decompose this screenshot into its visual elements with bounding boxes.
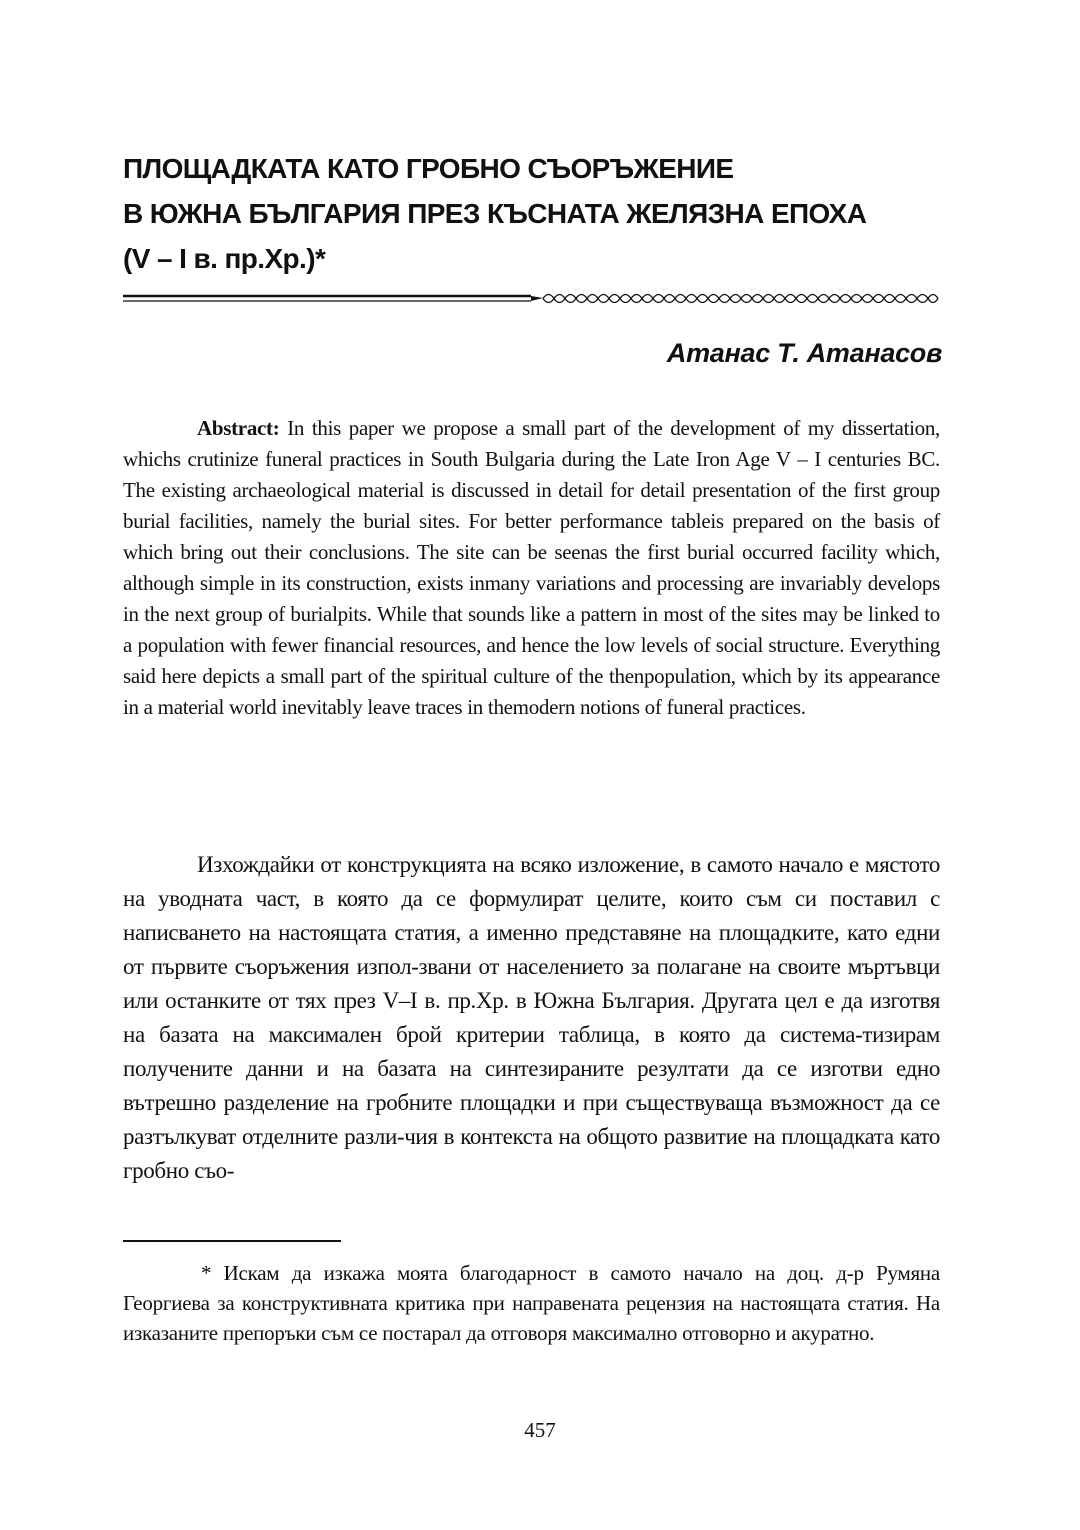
title-divider-ornament [123,288,943,308]
abstract-paragraph [123,413,940,723]
footnote-separator [123,1240,341,1242]
abstract-label: Abstract: [197,416,280,440]
abstract-text: In this paper we propose a small part of the development of my dissertation, whichs crutinize funeral practices in South Bulgaria during the Late Iron Age V – I centuries BC. The existing archaeological material is discussed in detail for detail presentation of the first group burial facilities, namely the burial sites. For better performance tableis prepared on the basis of which bring out their conclusions. The site can be seenas the first burial occurred facility which, although simple in its construction, exists inmany variations and processing are invariably develops in the next group of burialpits. While that sounds like a pattern in most of the sites may be linked to a population with fewer financial resources, and hence the low levels of social structure. Everything said here depicts a small part of the spiritual culture of the thenpopulation, which by its appearance in a material world inevitably leave traces in themodern notions of funeral practices. [123,416,940,719]
article-title [123,146,953,281]
footnote-text: * Искам да изкажа моята благодарност в самото начало на доц. д-р Румяна Георгиева за конструктивната критика при направената рецензия на настоящата статия. На изказаните препоръки съм се постарал да отговоря максимално отговорно и акуратно. [123,1261,940,1345]
title-line-3: (V – I в. пр.Хр.)* [123,243,326,274]
page-number: 457 [524,1418,556,1442]
body-paragraph: Изхождайки от конструкцията на всяко изложение, в самото начало е мястото на уводната част, в която да се формулират целите, които съм си поставил с написването на настоящата статия, а именно представяне на площадките, като едни от първите съоръжения изпол-звани от населението за полагане на своите мъртъвци или останките от тях през V–I в. пр.Хр. в Южна България. Другата цел е да изготвя на базата на максимален брой критерии таблица, в която да система-тизирам получените данни и на базата на синтезираните резултати да се изготви едно вътрешно разделение на гробните площадки и при съществуваща възможност да се разтълкуват отделните разли-чия в контекста на общото развитие на площадката като гробно съо- [123,852,940,1183]
article-author: Атанас Т. Атанасов [666,338,942,368]
title-line-2: В ЮЖНА БЪЛГАРИЯ ПРЕЗ КЪСНАТА ЖЕЛЯЗНА ЕПОХА [123,198,867,229]
title-line-1: ПЛОЩАДКАТА КАТО ГРОБНО СЪОРЪЖЕНИЕ [123,153,734,184]
